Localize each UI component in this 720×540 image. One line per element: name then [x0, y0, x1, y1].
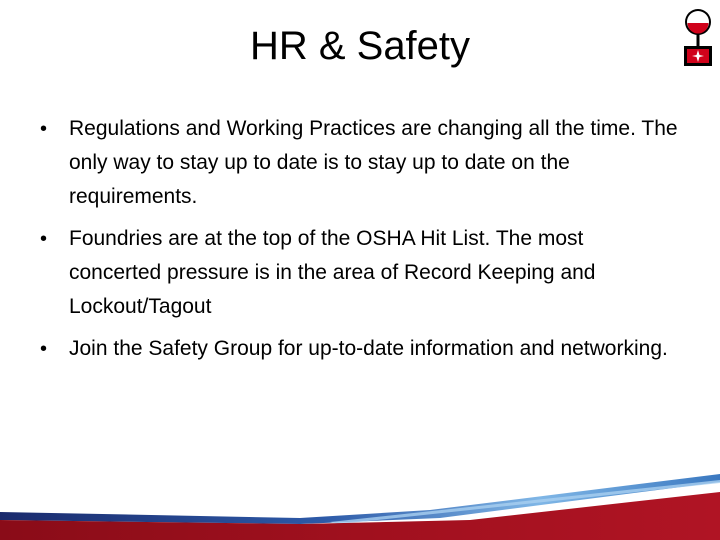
bullet-marker: • — [40, 118, 48, 140]
bullet-item — [40, 222, 680, 324]
bullet-list — [40, 112, 680, 374]
bullet-item — [40, 332, 680, 366]
bullet-text: Foundries are at the top of the OSHA Hit List. The most concerted pressure is in the area of Record Keeping and Lockout/Tagout — [69, 227, 596, 318]
bullet-text: Regulations and Working Practices are changing all the time. The only way to stay up to date is to stay up to date on the requirements. — [69, 117, 678, 208]
bullet-text: Join the Safety Group for up-to-date information and networking. — [69, 337, 668, 360]
bullet-marker: • — [40, 228, 48, 250]
ladle-logo-icon — [680, 6, 716, 68]
slide-title: HR & Safety — [249, 24, 471, 68]
bullet-marker: • — [40, 338, 48, 360]
bullet-item — [40, 112, 680, 214]
footer-decoration — [0, 440, 720, 540]
